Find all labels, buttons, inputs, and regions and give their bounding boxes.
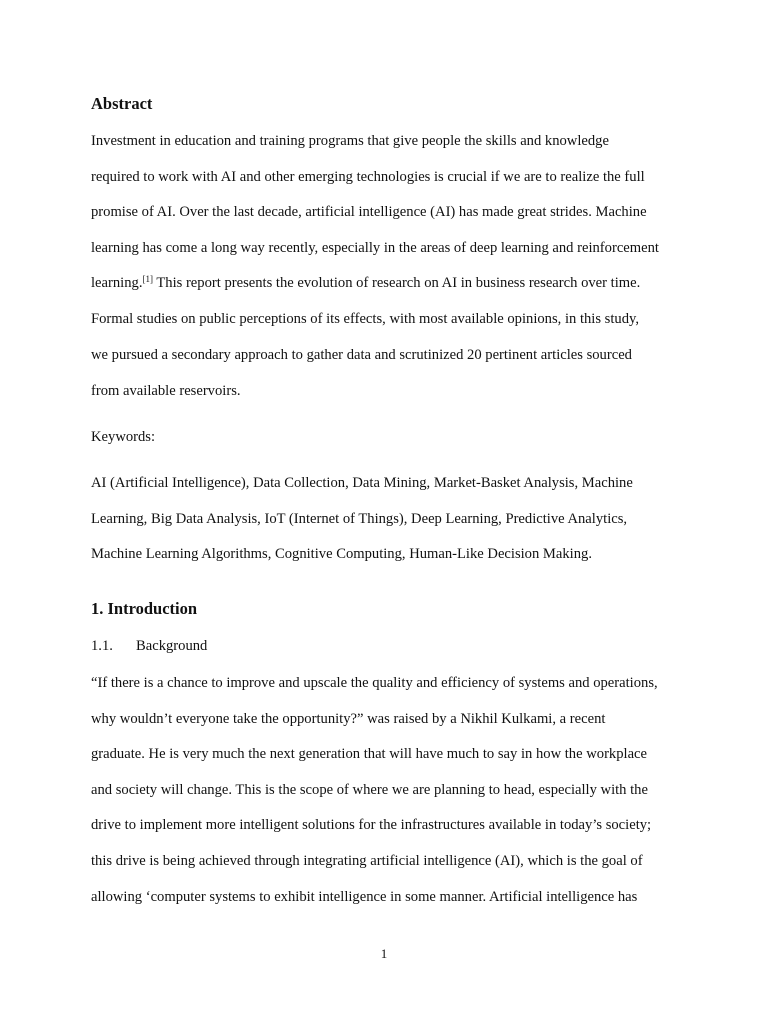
intro-line-2: why wouldn’t everyone take the opportunity?” was raised by a Nikhil Kulkami, a recent <box>91 711 606 727</box>
page-number: 1 <box>380 946 388 961</box>
keywords-line-3: Machine Learning Algorithms, Cognitive Computing, Human-Like Decision Making. <box>91 546 592 562</box>
abstract-line-3: promise of AI. Over the last decade, artificial intelligence (AI) has made great strides. Machine <box>91 204 647 220</box>
citation-marker[interactable]: [1] <box>142 274 153 284</box>
subsection-heading <box>91 639 207 654</box>
intro-line-7: allowing ‘computer systems to exhibit intelligence in some manner. Artificial intelligence has <box>91 889 638 905</box>
subsection-number: 1.1. <box>91 638 113 654</box>
intro-line-1: “If there is a chance to improve and upscale the quality and efficiency of systems and operations, <box>91 675 658 691</box>
intro-line-5: drive to implement more intelligent solutions for the infrastructures available in today’s society; <box>91 817 652 833</box>
abstract-line-5-after: This report presents the evolution of research on AI in business research over time. <box>152 275 641 291</box>
abstract-line-1: Investment in education and training programs that give people the skills and knowledge <box>91 133 609 149</box>
intro-line-6: this drive is being achieved through integrating artificial intelligence (AI), which is the goal of <box>91 853 643 869</box>
abstract-line-4: learning has come a long way recently, especially in the areas of deep learning and reinforcement <box>91 240 659 256</box>
keywords-line-1: AI (Artificial Intelligence), Data Collection, Data Mining, Market-Basket Analysis, Machine <box>91 475 633 491</box>
abstract-heading: Abstract <box>91 94 153 113</box>
keywords-label: Keywords: <box>91 429 156 445</box>
abstract-line-6: Formal studies on public perceptions of its effects, with most available opinions, in this study, <box>91 311 640 327</box>
intro-line-4: and society will change. This is the scope of where we are planning to head, especially with the <box>91 782 648 798</box>
abstract-line-5 <box>91 276 640 291</box>
intro-line-3: graduate. He is very much the next generation that will have much to say in how the workplace <box>91 746 648 762</box>
abstract-line-7: we pursued a secondary approach to gather data and scrutinized 20 pertinent articles sourced <box>91 347 632 363</box>
keywords-line-2: Learning, Big Data Analysis, IoT (Internet of Things), Deep Learning, Predictive Analytics, <box>91 511 628 527</box>
abstract-line-8: from available reservoirs. <box>91 383 241 399</box>
introduction-heading: 1. Introduction <box>91 599 198 618</box>
abstract-line-2: required to work with AI and other emerging technologies is crucial if we are to realize the full <box>91 169 645 185</box>
abstract-line-5-before: learning. <box>91 275 143 291</box>
subsection-title: Background <box>136 638 208 654</box>
